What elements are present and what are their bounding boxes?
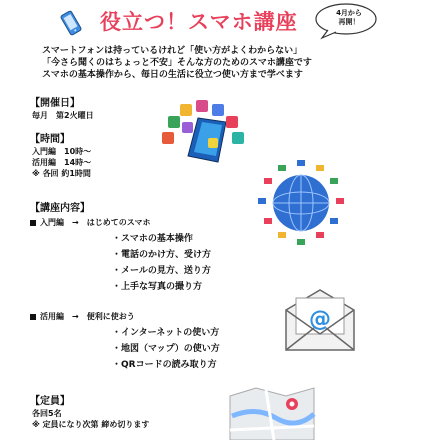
map-icon [226,386,318,440]
svg-text:@: @ [309,307,331,332]
beginner-label-row [30,217,151,228]
list-item: ・電話のかけ方、受け方 [112,250,212,260]
time-line: 活用編 14時〜 [32,158,92,167]
advanced-label-row [30,311,135,322]
capacity-value: 各回5名 [32,409,62,418]
schedule-heading: 【開催日】 [30,98,80,109]
page-title: 役立つ！スマホ講座 [100,10,298,34]
intro-text [42,45,312,81]
time-heading: 【時間】 [30,134,70,145]
capacity-list [32,408,149,430]
time-line: ※ 各回 約1時間 [32,169,91,178]
beginner-items [112,231,211,295]
list-item: ・スマホの基本操作 [112,234,193,244]
beginner-label: 入門編 → はじめてのスマホ [40,218,151,227]
bubble-line-2: 再開！ [338,18,360,26]
apps-phone-illustration [160,98,250,164]
globe-icon [258,160,344,246]
time-list [32,146,91,179]
bubble-line-1: 4月から [336,9,362,17]
bullet-square [30,314,36,320]
intro-line: スマホの基本操作から、毎日の生活に役立つ使い方まで学べます [42,70,303,80]
email-icon [282,288,358,352]
intro-line: 「今さら聞くのはちょっと不安」そんな方のためのスマホ講座です [42,58,312,68]
advanced-items [112,325,220,373]
capacity-heading: 【定員】 [30,396,70,407]
content-heading: 【講座内容】 [30,203,90,214]
time-line: 入門編 10時〜 [32,147,92,156]
bullet-square [30,220,36,226]
intro-line: スマートフォンは持っているけれど「使い方がよくわからない」 [42,46,303,56]
capacity-note: ※ 定員になり次第 締め切ります [32,420,150,429]
list-item: ・地図（マップ）の使い方 [112,344,220,354]
advanced-label: 活用編 → 便利に使おう [40,312,135,321]
list-item: ・メールの見方、送り方 [112,266,211,276]
schedule-value: 毎月 第2火曜日 [32,111,94,120]
smartphone-icon [60,10,82,36]
list-item: ・QRコードの読み取り方 [112,360,217,370]
list-item: ・上手な写真の撮り方 [112,282,203,292]
list-item: ・インターネットの使い方 [112,328,220,338]
bubble-text [326,9,372,27]
